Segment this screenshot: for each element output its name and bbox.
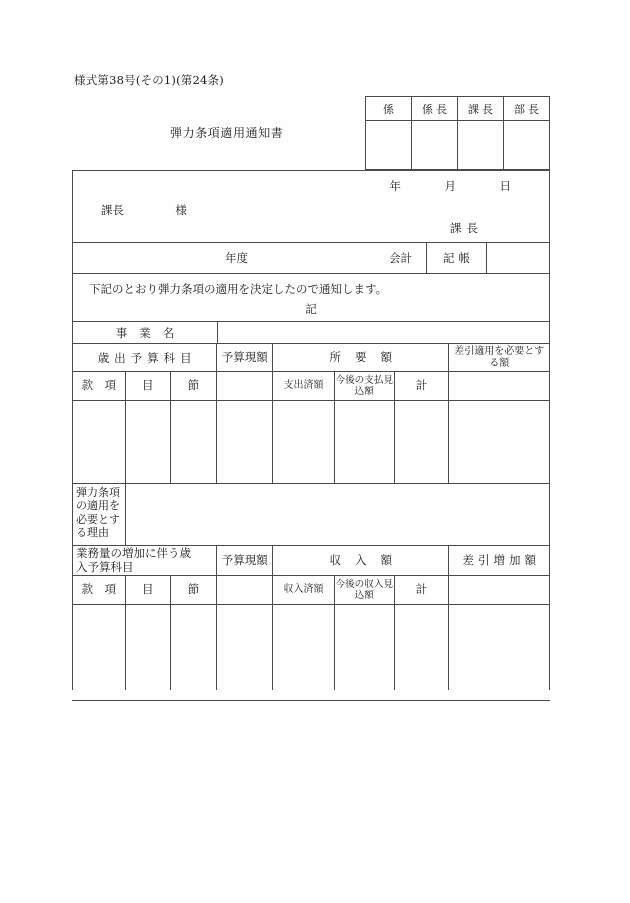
- expenditure-header-row-2: [73, 372, 549, 401]
- date-line[interactable]: 年 月 日: [389, 179, 527, 193]
- expenditure-cell-paid[interactable]: [273, 401, 335, 483]
- expenditure-difference-header: 差引適用を必要とする額: [454, 345, 545, 369]
- reason-label-line-4: る理由: [76, 526, 109, 540]
- expenditure-cell-current[interactable]: [217, 401, 273, 483]
- fiscal-year-row: [73, 243, 549, 274]
- expenditure-cell-kan-ko[interactable]: [73, 401, 126, 483]
- expenditure-cell-moku[interactable]: [126, 401, 171, 483]
- honorific: 様: [175, 203, 187, 217]
- approval-header-kakari: 係: [366, 97, 412, 120]
- approval-header-kakaricho: 係長: [412, 97, 458, 120]
- approval-stamp-kakari[interactable]: [366, 121, 412, 169]
- addressee-line: [101, 202, 187, 218]
- form-bottom-edge: [72, 700, 550, 701]
- revenue-subject-header-line-1: 業務量の増加に伴う歳: [76, 545, 191, 560]
- reason-row: [73, 484, 549, 546]
- approval-stamp-row: [366, 121, 549, 169]
- revenue-subheader-kan-ko: 款 項: [73, 576, 126, 604]
- expenditure-cell-total[interactable]: [395, 401, 450, 483]
- bookkeeping-label: 記帳: [427, 243, 487, 273]
- approval-stamp-kakaricho[interactable]: [412, 121, 458, 169]
- sender-line: 課長: [450, 221, 483, 235]
- revenue-current-budget-spacer: [217, 576, 273, 604]
- approval-stamp-box: [365, 96, 550, 170]
- revenue-difference-spacer: [449, 576, 549, 604]
- revenue-subheader-received: 収入済額: [273, 576, 335, 604]
- expenditure-current-budget-spacer: [217, 372, 273, 400]
- form-body-frame: [72, 170, 550, 690]
- revenue-cell-current[interactable]: [217, 605, 273, 690]
- approval-header-row: [366, 97, 549, 121]
- expenditure-subheader-setsu: 節: [171, 372, 218, 400]
- approval-stamp-bucho[interactable]: [504, 121, 549, 169]
- expenditure-subheader-moku: 目: [126, 372, 171, 400]
- table-row: [73, 605, 549, 690]
- reason-label-line-1: 弾力条項: [76, 486, 120, 499]
- revenue-subject-header: [73, 546, 217, 575]
- notice-block: [73, 274, 549, 322]
- revenue-subheader-moku: 目: [126, 576, 171, 604]
- revenue-subheader-expected: 今後の収入見込額: [335, 576, 395, 604]
- expenditure-subject-header: 歳出予算科目: [73, 344, 217, 371]
- fiscal-year-cell[interactable]: [73, 243, 427, 273]
- bookkeeping-value[interactable]: [487, 243, 549, 273]
- notice-body: 下記のとおり弾力条項の適用を決定したので通知します。: [89, 282, 388, 296]
- revenue-header-row-1: [73, 546, 549, 576]
- expenditure-cell-expected[interactable]: [335, 401, 395, 483]
- revenue-cell-setsu[interactable]: [171, 605, 218, 690]
- expenditure-current-budget-header: 予算現額: [217, 344, 273, 371]
- revenue-subject-header-line-2: 入予算科目: [76, 559, 134, 574]
- expenditure-subheader-kan-ko: 款 項: [73, 372, 126, 400]
- reason-label-line-2: の適用を: [76, 499, 120, 513]
- revenue-cell-expected[interactable]: [335, 605, 395, 690]
- expenditure-subheader-total: 計: [395, 372, 450, 400]
- revenue-amount-group-header: 収入額: [273, 546, 449, 575]
- revenue-cell-difference[interactable]: [449, 605, 549, 690]
- approval-header-bucho: 部長: [514, 102, 542, 116]
- revenue-cell-total[interactable]: [395, 605, 450, 690]
- revenue-cell-moku[interactable]: [126, 605, 171, 690]
- table-row: [73, 401, 549, 484]
- expenditure-amount-group-header: 所要額: [273, 344, 449, 371]
- approval-stamp-kacho[interactable]: [458, 121, 504, 169]
- expenditure-subheader-paid: 支出済額: [273, 372, 335, 400]
- form-number: 様式第38号(その1)(第24条): [74, 73, 224, 87]
- revenue-header-row-2: [73, 576, 549, 605]
- recipient-title: 課長: [101, 203, 124, 217]
- expenditure-subheader-expected: 今後の支払見込額: [335, 372, 395, 400]
- reason-value[interactable]: [126, 484, 549, 545]
- project-name-row: [73, 322, 549, 344]
- expenditure-difference-spacer: [449, 372, 549, 400]
- notice-ki-marker: 記: [305, 302, 317, 316]
- approval-header-kacho: 課長: [458, 97, 504, 120]
- reason-label-line-3: 必要とす: [76, 512, 120, 526]
- revenue-subheader-total: 計: [395, 576, 450, 604]
- revenue-cell-kan-ko[interactable]: [73, 605, 126, 690]
- revenue-current-budget-header: 予算現額: [217, 546, 273, 575]
- project-name-value[interactable]: [218, 322, 549, 343]
- expenditure-header-row-1: [73, 344, 549, 372]
- expenditure-cell-difference[interactable]: [449, 401, 549, 483]
- reason-label: [73, 484, 126, 545]
- revenue-difference-header: 差引増加額: [462, 552, 540, 567]
- fiscal-year-label: 年度: [225, 251, 248, 265]
- expenditure-cell-setsu[interactable]: [171, 401, 218, 483]
- account-label: 会計: [389, 251, 412, 265]
- project-name-label: 事業名: [73, 322, 218, 343]
- revenue-subheader-setsu: 節: [171, 576, 218, 604]
- revenue-cell-received[interactable]: [273, 605, 335, 690]
- document-title: 弾力条項適用通知書: [170, 126, 284, 140]
- addressee-block: [73, 171, 549, 243]
